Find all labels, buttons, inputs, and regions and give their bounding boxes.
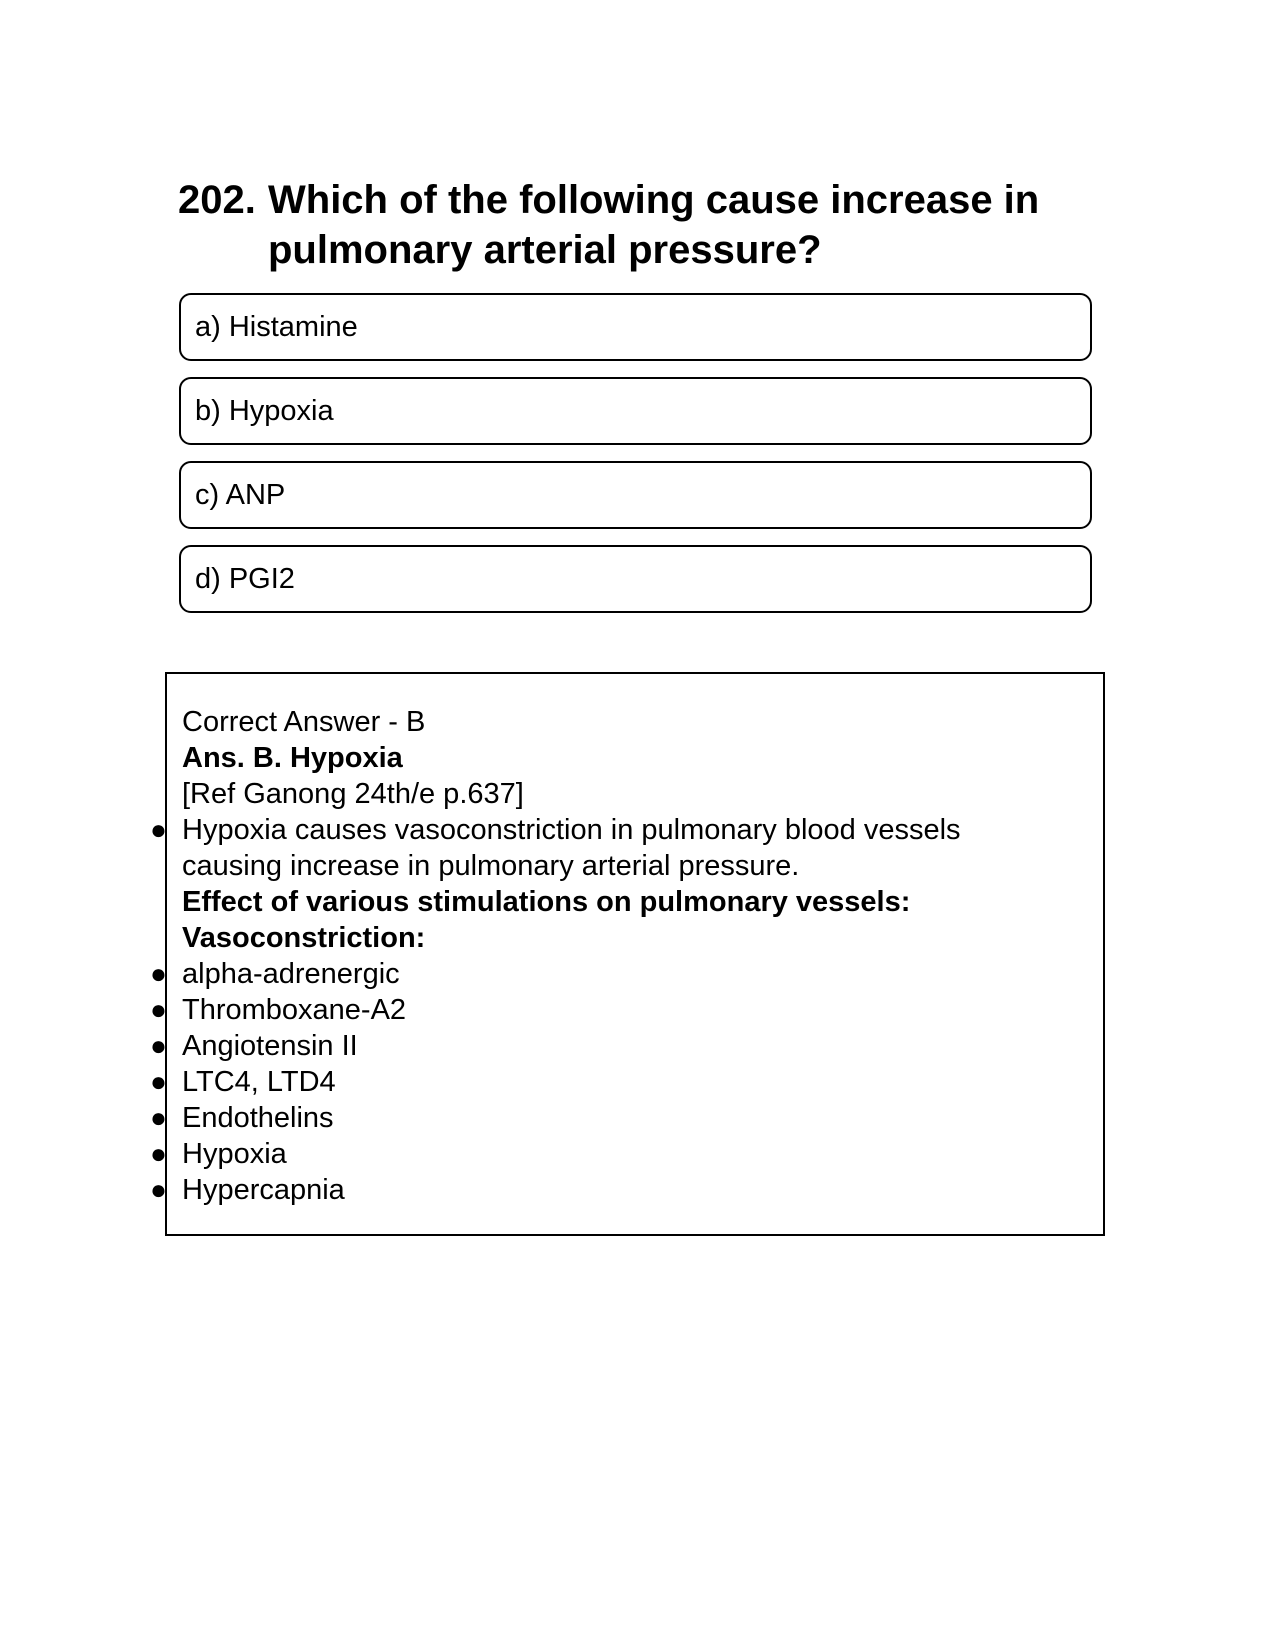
explanation-text: Hypoxia causes vasoconstriction in pulmonary blood vessels causing increase in pulmonary arterial pressure. bbox=[182, 814, 961, 882]
vasoconstriction-heading: Vasoconstriction: bbox=[182, 922, 426, 954]
option-a[interactable]: a) Histamine bbox=[179, 293, 1092, 361]
list-item-text: Thromboxane-A2 bbox=[182, 994, 407, 1026]
list-item bbox=[150, 992, 1103, 1028]
bullet-icon: ● bbox=[150, 1174, 167, 1205]
answer-heading: Ans. B. Hypoxia bbox=[182, 742, 403, 774]
question-text: Which of the following cause increase in pulmonary arterial pressure? bbox=[268, 178, 1040, 272]
list-item-text: Hypoxia bbox=[182, 1138, 287, 1170]
explanation-list bbox=[150, 812, 1103, 884]
list-item-text: alpha-adrenergic bbox=[182, 958, 400, 990]
list-item bbox=[150, 1136, 1103, 1172]
bullet-icon: ● bbox=[150, 814, 167, 845]
option-b[interactable]: b) Hypoxia bbox=[179, 377, 1092, 445]
list-item bbox=[150, 1172, 1103, 1208]
option-c[interactable]: c) ANP bbox=[179, 461, 1092, 529]
list-item bbox=[150, 956, 1103, 992]
explanation-item bbox=[150, 812, 1103, 884]
vasoconstrictor-list bbox=[150, 956, 1103, 1208]
bullet-icon: ● bbox=[150, 1138, 167, 1169]
list-item-text: LTC4, LTD4 bbox=[182, 1066, 336, 1098]
list-item-text: Endothelins bbox=[182, 1102, 334, 1134]
correct-answer-line: Correct Answer - B bbox=[182, 706, 426, 738]
question-number: 202. bbox=[178, 178, 256, 222]
list-item bbox=[150, 1064, 1103, 1100]
list-item-text: Hypercapnia bbox=[182, 1174, 345, 1206]
bullet-icon: ● bbox=[150, 1102, 167, 1133]
answer-box bbox=[150, 672, 1105, 1236]
options-list bbox=[179, 293, 1092, 629]
list-item bbox=[150, 1028, 1103, 1064]
bullet-icon: ● bbox=[150, 1030, 167, 1061]
bullet-icon: ● bbox=[150, 994, 167, 1025]
reference-line: [Ref Ganong 24th/e p.637] bbox=[182, 778, 524, 810]
list-item bbox=[150, 1100, 1103, 1136]
option-d[interactable]: d) PGI2 bbox=[179, 545, 1092, 613]
effect-heading: Effect of various stimulations on pulmonary vessels: bbox=[182, 886, 911, 918]
list-item-text: Angiotensin II bbox=[182, 1030, 358, 1062]
question-heading bbox=[178, 175, 1098, 275]
bullet-icon: ● bbox=[150, 1066, 167, 1097]
bullet-icon: ● bbox=[150, 958, 167, 989]
